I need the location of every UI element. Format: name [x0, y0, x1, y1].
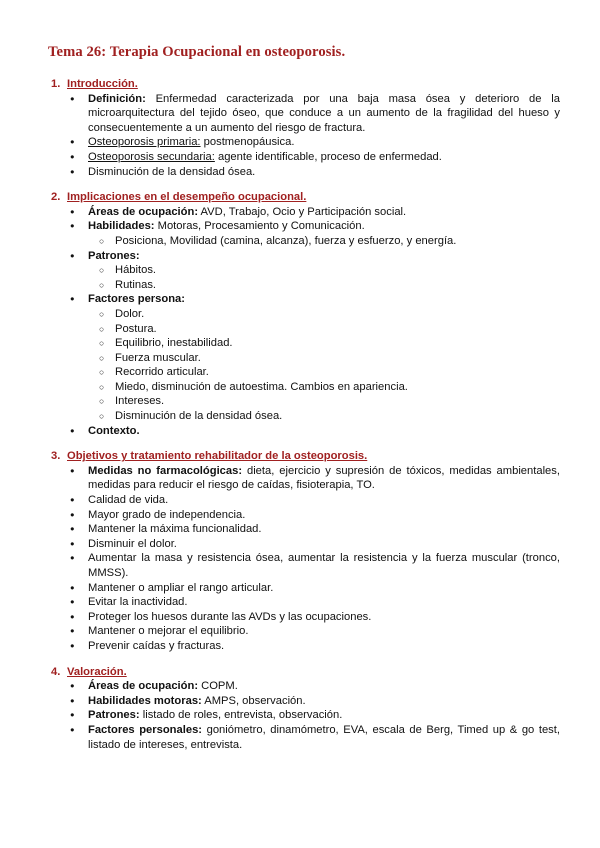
- page-title: Tema 26: Terapia Ocupacional en osteoporosis.: [48, 44, 346, 60]
- sub-item: ○ Postura.: [88, 322, 560, 337]
- item-text: Evitar la inactividad.: [88, 596, 188, 609]
- list-item: [48, 249, 560, 293]
- item-text: Enfermedad caracterizada por una baja masa ósea y deterioro de la microarquitectura del tejido óseo, que conduce a un aumento de la fragilidad del hueso y consecuentemente a un aumento del riesgo de fractura.: [88, 92, 560, 134]
- item-label: Habilidades motoras:: [88, 694, 202, 707]
- list-item: [48, 581, 560, 596]
- list-item: [48, 708, 560, 723]
- bullet-list: [48, 205, 560, 439]
- list-item: [48, 639, 560, 654]
- item-label: Factores personales:: [88, 723, 203, 736]
- section-number: 2.: [51, 191, 61, 204]
- sub-item: ○ Recorrido articular.: [88, 365, 560, 380]
- bullet-list: [48, 679, 560, 752]
- list-item: [48, 551, 560, 580]
- section-2: [48, 190, 560, 438]
- item-text: Prevenir caídas y fracturas.: [88, 639, 225, 652]
- list-item: [48, 464, 560, 493]
- item-label: Patrones:: [88, 709, 140, 722]
- item-text: Mayor grado de independencia.: [88, 508, 246, 521]
- sub-list: [88, 307, 560, 424]
- list-item: [48, 205, 560, 220]
- item-label: Contexto.: [88, 424, 140, 437]
- item-text: dieta, ejercicio y supresión de tóxicos, medidas ambientales, medidas para reducir el riesgo de caídas, fisioterapia, TO.: [88, 464, 560, 492]
- bullet-list: [48, 464, 560, 654]
- sub-item: ○ Disminución de la densidad ósea.: [88, 409, 560, 424]
- section-3: [48, 449, 560, 653]
- list-item: [48, 150, 560, 165]
- list-item: [48, 595, 560, 610]
- item-text: Disminuir el dolor.: [88, 537, 177, 550]
- section-heading: [51, 449, 560, 464]
- item-text: Mantener o mejorar el equilibrio.: [88, 625, 249, 638]
- item-label: Factores persona:: [88, 293, 185, 306]
- section-heading: [51, 77, 560, 92]
- list-item: [48, 92, 560, 136]
- section-title: Introducción.: [67, 78, 138, 90]
- sub-item: ○ Intereses.: [88, 394, 560, 409]
- item-text: Mantener la máxima funcionalidad.: [88, 523, 262, 536]
- item-label: Patrones:: [88, 249, 140, 262]
- item-text: listado de roles, entrevista, observación.: [139, 709, 343, 722]
- item-label: Definición:: [88, 92, 146, 105]
- list-item: [48, 493, 560, 508]
- list-item: [48, 694, 560, 709]
- bullet-list: [48, 92, 560, 180]
- item-text: AMPS, observación.: [201, 694, 306, 707]
- sub-item: ○ Hábitos.: [88, 263, 560, 278]
- section-number: 1.: [51, 78, 61, 90]
- list-item: [48, 135, 560, 150]
- item-label: Habilidades:: [88, 220, 155, 233]
- section-number: 4.: [51, 665, 61, 678]
- item-underlined-label: Osteoporosis secundaria:: [88, 150, 215, 163]
- section-number: 3.: [51, 450, 61, 463]
- sub-item: ○ Rutinas.: [88, 278, 560, 293]
- item-label: Medidas no farmacológicas:: [88, 464, 243, 477]
- section-title: Valoración.: [67, 665, 127, 678]
- item-text: Disminución de la densidad ósea.: [88, 165, 256, 178]
- item-label: Áreas de ocupación:: [88, 680, 199, 693]
- sub-item: ○ Fuerza muscular.: [88, 351, 560, 366]
- item-text: Aumentar la masa y resistencia ósea, aumentar la resistencia y la fuerza muscular (tronco, MMSS).: [88, 552, 560, 579]
- list-item: [48, 610, 560, 625]
- list-item: [48, 219, 560, 248]
- list-item: [48, 522, 560, 537]
- list-item: [48, 424, 560, 439]
- item-text: COPM.: [198, 680, 238, 693]
- item-text: postmenopáusica.: [200, 136, 295, 149]
- list-item: [48, 537, 560, 552]
- item-text: goniómetro, dinamómetro, EVA, escala de Berg, Timed up & go test, listado de intereses, entrevista.: [88, 723, 560, 751]
- sub-item: ○ Equilibrio, inestabilidad.: [88, 336, 560, 351]
- section-1: [48, 77, 560, 179]
- list-item: [48, 292, 560, 423]
- section-title: Objetivos y tratamiento rehabilitador de la osteoporosis.: [67, 450, 368, 463]
- section-4: [48, 665, 560, 753]
- item-text: AVD, Trabajo, Ocio y Participación social.: [198, 205, 407, 218]
- item-label: Áreas de ocupación:: [88, 205, 199, 218]
- sub-item: ○ Posiciona, Movilidad (camina, alcanza), fuerza y esfuerzo, y energía.: [88, 234, 560, 249]
- list-item: [48, 624, 560, 639]
- sub-list: [88, 263, 560, 292]
- section-heading: [51, 190, 560, 205]
- item-text: Calidad de vida.: [88, 494, 169, 507]
- list-item: [48, 723, 560, 752]
- section-title: Implicaciones en el desempeño ocupacional.: [67, 191, 307, 204]
- sub-list: [88, 234, 560, 249]
- list-item: [48, 508, 560, 523]
- item-text: Mantener o ampliar el rango articular.: [88, 581, 274, 594]
- item-underlined-label: Osteoporosis primaria:: [88, 136, 201, 149]
- document-body: [48, 77, 560, 752]
- section-heading: [51, 665, 560, 680]
- sub-item: ○ Miedo, disminución de autoestima. Cambios en apariencia.: [88, 380, 560, 395]
- item-text: Proteger los huesos durante las AVDs y las ocupaciones.: [88, 610, 372, 623]
- list-item: [48, 165, 560, 180]
- item-text: agente identificable, proceso de enfermedad.: [214, 150, 442, 163]
- sub-item: ○ Dolor.: [88, 307, 560, 322]
- item-text: Motoras, Procesamiento y Comunicación.: [154, 220, 365, 233]
- list-item: [48, 679, 560, 694]
